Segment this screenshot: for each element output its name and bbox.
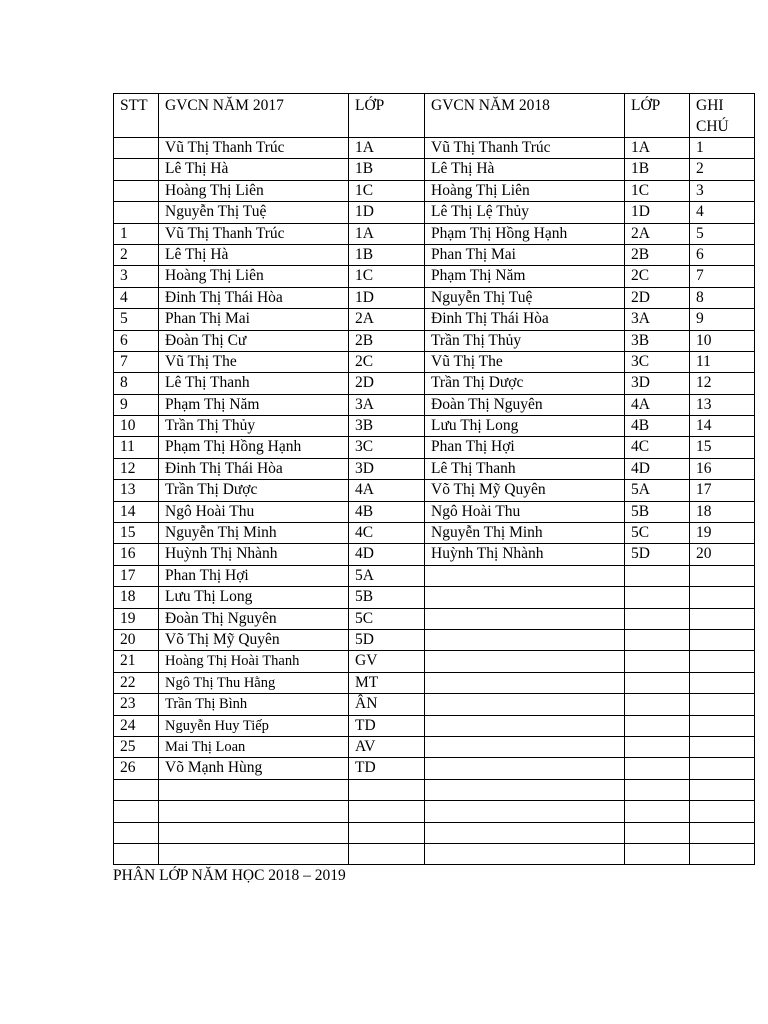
cell-stt: 3: [114, 266, 159, 287]
cell-gvcn-2018: [425, 822, 625, 843]
cell-gvcn-2017: Phạm Thị Năm: [159, 394, 349, 415]
table-row: [114, 223, 755, 244]
cell-lop-2017: 4A: [349, 480, 425, 501]
cell-ghi-chu: [690, 672, 755, 693]
cell-lop-2018: 4D: [625, 458, 690, 479]
cell-ghi-chu: 10: [690, 330, 755, 351]
cell-lop-2018: [625, 608, 690, 629]
cell-gvcn-2017: Lê Thị Hà: [159, 244, 349, 265]
table-row: [114, 416, 755, 437]
cell-lop-2017: ÂN: [349, 694, 425, 715]
table-row: [114, 715, 755, 736]
cell-gvcn-2017: Vũ Thị Thanh Trúc: [159, 138, 349, 159]
cell-lop-2018: 1D: [625, 202, 690, 223]
cell-stt: 10: [114, 416, 159, 437]
cell-stt: [114, 801, 159, 822]
cell-gvcn-2017: Đinh Thị Thái Hòa: [159, 458, 349, 479]
cell-stt: 1: [114, 223, 159, 244]
cell-gvcn-2018: [425, 629, 625, 650]
cell-lop-2018: [625, 715, 690, 736]
cell-gvcn-2017: Phan Thị Mai: [159, 309, 349, 330]
cell-gvcn-2018: Nguyễn Thị Minh: [425, 523, 625, 544]
cell-gvcn-2018: Võ Thị Mỹ Quyên: [425, 480, 625, 501]
cell-gvcn-2018: [425, 694, 625, 715]
cell-ghi-chu: [690, 822, 755, 843]
table-row: [114, 843, 755, 864]
cell-lop-2017: 3D: [349, 458, 425, 479]
cell-gvcn-2017: Ngô Thị Thu Hằng: [159, 672, 349, 693]
cell-lop-2017: 4C: [349, 523, 425, 544]
header-ghi-chu: GHI CHÚ: [690, 94, 755, 138]
cell-lop-2018: [625, 801, 690, 822]
table-row: [114, 202, 755, 223]
cell-ghi-chu: [690, 843, 755, 864]
cell-lop-2017: 1D: [349, 202, 425, 223]
table-row: [114, 694, 755, 715]
cell-lop-2018: [625, 651, 690, 672]
cell-ghi-chu: 17: [690, 480, 755, 501]
cell-stt: [114, 159, 159, 180]
cell-ghi-chu: 3: [690, 180, 755, 201]
cell-gvcn-2018: [425, 587, 625, 608]
cell-gvcn-2017: Trần Thị Dược: [159, 480, 349, 501]
cell-gvcn-2017: [159, 779, 349, 800]
cell-gvcn-2017: Lưu Thị Long: [159, 587, 349, 608]
cell-gvcn-2018: Phan Thị Mai: [425, 244, 625, 265]
cell-stt: 16: [114, 544, 159, 565]
cell-ghi-chu: [690, 736, 755, 757]
cell-stt: [114, 779, 159, 800]
cell-ghi-chu: [690, 758, 755, 779]
cell-gvcn-2017: Phạm Thị Hồng Hạnh: [159, 437, 349, 458]
cell-gvcn-2018: [425, 843, 625, 864]
table-row: [114, 779, 755, 800]
table-row: [114, 736, 755, 757]
cell-ghi-chu: 4: [690, 202, 755, 223]
cell-lop-2018: 2B: [625, 244, 690, 265]
cell-lop-2017: 1B: [349, 159, 425, 180]
cell-lop-2017: 3A: [349, 394, 425, 415]
cell-lop-2017: TD: [349, 758, 425, 779]
document-caption: PHÂN LỚP NĂM HỌC 2018 – 2019: [113, 867, 346, 884]
cell-lop-2018: [625, 822, 690, 843]
cell-stt: 4: [114, 287, 159, 308]
cell-lop-2018: [625, 694, 690, 715]
cell-stt: 21: [114, 651, 159, 672]
cell-gvcn-2017: Trần Thị Bình: [159, 694, 349, 715]
cell-lop-2018: [625, 758, 690, 779]
cell-lop-2017: 1A: [349, 138, 425, 159]
cell-lop-2018: [625, 629, 690, 650]
table-row: [114, 309, 755, 330]
cell-gvcn-2017: Trần Thị Thủy: [159, 416, 349, 437]
cell-gvcn-2017: Nguyễn Huy Tiếp: [159, 715, 349, 736]
cell-ghi-chu: 19: [690, 523, 755, 544]
teacher-class-table: [113, 93, 755, 865]
cell-lop-2018: 1C: [625, 180, 690, 201]
cell-stt: 24: [114, 715, 159, 736]
cell-gvcn-2017: Mai Thị Loan: [159, 736, 349, 757]
cell-ghi-chu: [690, 801, 755, 822]
cell-gvcn-2018: Trần Thị Thủy: [425, 330, 625, 351]
cell-lop-2018: 5D: [625, 544, 690, 565]
cell-stt: 5: [114, 309, 159, 330]
cell-stt: 8: [114, 373, 159, 394]
cell-stt: 12: [114, 458, 159, 479]
cell-gvcn-2018: Phạm Thị Hồng Hạnh: [425, 223, 625, 244]
table-row: [114, 651, 755, 672]
cell-lop-2018: 1B: [625, 159, 690, 180]
table-row: [114, 565, 755, 586]
cell-lop-2017: [349, 779, 425, 800]
table-row: [114, 501, 755, 522]
cell-stt: 11: [114, 437, 159, 458]
cell-lop-2017: 1B: [349, 244, 425, 265]
table-row: [114, 758, 755, 779]
cell-stt: 2: [114, 244, 159, 265]
cell-stt: 15: [114, 523, 159, 544]
header-lop-2017: LỚP: [349, 94, 425, 138]
cell-lop-2018: 5C: [625, 523, 690, 544]
cell-lop-2018: 3D: [625, 373, 690, 394]
cell-lop-2017: 3B: [349, 416, 425, 437]
cell-gvcn-2018: [425, 651, 625, 672]
cell-gvcn-2017: Nguyễn Thị Tuệ: [159, 202, 349, 223]
table-row: [114, 523, 755, 544]
cell-lop-2017: MT: [349, 672, 425, 693]
cell-gvcn-2017: Huỳnh Thị Nhành: [159, 544, 349, 565]
cell-gvcn-2018: [425, 672, 625, 693]
cell-lop-2017: 4D: [349, 544, 425, 565]
cell-gvcn-2018: Lê Thị Hà: [425, 159, 625, 180]
cell-ghi-chu: 7: [690, 266, 755, 287]
table-row: [114, 458, 755, 479]
cell-lop-2017: 5D: [349, 629, 425, 650]
cell-gvcn-2018: Ngô Hoài Thu: [425, 501, 625, 522]
cell-ghi-chu: 15: [690, 437, 755, 458]
cell-lop-2018: 3B: [625, 330, 690, 351]
cell-lop-2018: 4C: [625, 437, 690, 458]
cell-lop-2018: 5A: [625, 480, 690, 501]
cell-ghi-chu: [690, 565, 755, 586]
cell-lop-2017: AV: [349, 736, 425, 757]
cell-lop-2017: 5B: [349, 587, 425, 608]
cell-stt: 17: [114, 565, 159, 586]
cell-stt: 23: [114, 694, 159, 715]
cell-lop-2017: 2C: [349, 351, 425, 372]
cell-lop-2018: 3A: [625, 309, 690, 330]
cell-gvcn-2017: Vũ Thị Thanh Trúc: [159, 223, 349, 244]
table-row: [114, 330, 755, 351]
cell-lop-2017: [349, 843, 425, 864]
cell-lop-2018: 2C: [625, 266, 690, 287]
cell-lop-2017: 1C: [349, 266, 425, 287]
cell-gvcn-2018: Huỳnh Thị Nhành: [425, 544, 625, 565]
cell-gvcn-2018: Nguyễn Thị Tuệ: [425, 287, 625, 308]
cell-ghi-chu: 20: [690, 544, 755, 565]
cell-ghi-chu: 1: [690, 138, 755, 159]
cell-ghi-chu: 18: [690, 501, 755, 522]
cell-stt: 25: [114, 736, 159, 757]
table-row: [114, 287, 755, 308]
cell-gvcn-2017: [159, 822, 349, 843]
cell-stt: [114, 138, 159, 159]
cell-ghi-chu: [690, 715, 755, 736]
cell-gvcn-2018: [425, 779, 625, 800]
table-row: [114, 801, 755, 822]
cell-lop-2017: 1A: [349, 223, 425, 244]
cell-ghi-chu: 6: [690, 244, 755, 265]
cell-lop-2017: [349, 801, 425, 822]
cell-gvcn-2018: [425, 758, 625, 779]
cell-gvcn-2017: Lê Thị Thanh: [159, 373, 349, 394]
cell-gvcn-2018: [425, 715, 625, 736]
cell-gvcn-2017: Võ Thị Mỹ Quyên: [159, 629, 349, 650]
cell-gvcn-2017: Đinh Thị Thái Hòa: [159, 287, 349, 308]
cell-ghi-chu: 12: [690, 373, 755, 394]
header-gvcn-2018: GVCN NĂM 2018: [425, 94, 625, 138]
cell-gvcn-2017: Võ Mạnh Hùng: [159, 758, 349, 779]
cell-lop-2017: TD: [349, 715, 425, 736]
cell-stt: [114, 843, 159, 864]
cell-stt: 9: [114, 394, 159, 415]
cell-lop-2018: 4B: [625, 416, 690, 437]
cell-gvcn-2018: Phạm Thị Năm: [425, 266, 625, 287]
cell-lop-2018: 2A: [625, 223, 690, 244]
cell-lop-2017: 1D: [349, 287, 425, 308]
cell-ghi-chu: 11: [690, 351, 755, 372]
cell-gvcn-2017: Hoàng Thị Hoài Thanh: [159, 651, 349, 672]
cell-gvcn-2017: Hoàng Thị Liên: [159, 180, 349, 201]
cell-lop-2018: [625, 736, 690, 757]
cell-ghi-chu: 5: [690, 223, 755, 244]
table-row: [114, 822, 755, 843]
cell-stt: 19: [114, 608, 159, 629]
table-row: [114, 244, 755, 265]
cell-lop-2017: 1C: [349, 180, 425, 201]
table-row: [114, 587, 755, 608]
cell-lop-2018: [625, 779, 690, 800]
cell-gvcn-2018: Vũ Thị Thanh Trúc: [425, 138, 625, 159]
cell-gvcn-2018: [425, 736, 625, 757]
cell-gvcn-2018: Lê Thị Thanh: [425, 458, 625, 479]
cell-gvcn-2018: Lưu Thị Long: [425, 416, 625, 437]
table-row: [114, 629, 755, 650]
table-row: [114, 608, 755, 629]
cell-ghi-chu: [690, 608, 755, 629]
cell-gvcn-2018: Hoàng Thị Liên: [425, 180, 625, 201]
cell-ghi-chu: 14: [690, 416, 755, 437]
cell-lop-2018: 3C: [625, 351, 690, 372]
cell-lop-2017: [349, 822, 425, 843]
cell-stt: 13: [114, 480, 159, 501]
cell-stt: [114, 180, 159, 201]
cell-ghi-chu: 13: [690, 394, 755, 415]
cell-stt: 26: [114, 758, 159, 779]
cell-gvcn-2017: [159, 843, 349, 864]
cell-ghi-chu: 2: [690, 159, 755, 180]
cell-stt: 14: [114, 501, 159, 522]
cell-gvcn-2017: Đoàn Thị Nguyên: [159, 608, 349, 629]
cell-gvcn-2018: Đinh Thị Thái Hòa: [425, 309, 625, 330]
cell-lop-2018: 4A: [625, 394, 690, 415]
cell-gvcn-2017: [159, 801, 349, 822]
cell-lop-2017: GV: [349, 651, 425, 672]
cell-ghi-chu: 8: [690, 287, 755, 308]
cell-lop-2017: 3C: [349, 437, 425, 458]
cell-lop-2018: 5B: [625, 501, 690, 522]
table-row: [114, 480, 755, 501]
cell-gvcn-2017: Ngô Hoài Thu: [159, 501, 349, 522]
table-row: [114, 159, 755, 180]
cell-stt: [114, 822, 159, 843]
cell-lop-2018: 2D: [625, 287, 690, 308]
table-row: [114, 544, 755, 565]
cell-gvcn-2018: Đoàn Thị Nguyên: [425, 394, 625, 415]
cell-stt: 22: [114, 672, 159, 693]
cell-gvcn-2017: Vũ Thị The: [159, 351, 349, 372]
cell-lop-2018: [625, 672, 690, 693]
cell-gvcn-2018: [425, 565, 625, 586]
class-assignment-sheet: [113, 93, 754, 865]
cell-lop-2017: 5C: [349, 608, 425, 629]
cell-ghi-chu: [690, 694, 755, 715]
header-lop-2018: LỚP: [625, 94, 690, 138]
cell-gvcn-2018: Trần Thị Dược: [425, 373, 625, 394]
cell-lop-2017: 2D: [349, 373, 425, 394]
cell-gvcn-2018: [425, 608, 625, 629]
table-row: [114, 351, 755, 372]
cell-lop-2017: 4B: [349, 501, 425, 522]
cell-stt: 6: [114, 330, 159, 351]
table-header-row: [114, 94, 755, 138]
cell-lop-2018: [625, 843, 690, 864]
cell-lop-2017: 5A: [349, 565, 425, 586]
cell-ghi-chu: [690, 779, 755, 800]
cell-ghi-chu: 16: [690, 458, 755, 479]
cell-ghi-chu: [690, 629, 755, 650]
cell-lop-2017: 2B: [349, 330, 425, 351]
cell-ghi-chu: [690, 587, 755, 608]
header-gvcn-2017: GVCN NĂM 2017: [159, 94, 349, 138]
table-row: [114, 138, 755, 159]
cell-gvcn-2017: Nguyễn Thị Minh: [159, 523, 349, 544]
table-row: [114, 180, 755, 201]
cell-gvcn-2017: Đoàn Thị Cư: [159, 330, 349, 351]
table-row: [114, 266, 755, 287]
cell-gvcn-2017: Hoàng Thị Liên: [159, 266, 349, 287]
cell-lop-2018: [625, 587, 690, 608]
table-row: [114, 672, 755, 693]
cell-stt: [114, 202, 159, 223]
cell-lop-2018: 1A: [625, 138, 690, 159]
cell-gvcn-2018: [425, 801, 625, 822]
cell-lop-2018: [625, 565, 690, 586]
cell-stt: 18: [114, 587, 159, 608]
table-row: [114, 394, 755, 415]
header-stt: STT: [114, 94, 159, 138]
cell-ghi-chu: [690, 651, 755, 672]
cell-gvcn-2018: Phan Thị Hợi: [425, 437, 625, 458]
cell-gvcn-2017: Phan Thị Hợi: [159, 565, 349, 586]
cell-stt: 7: [114, 351, 159, 372]
table-row: [114, 373, 755, 394]
cell-gvcn-2018: Vũ Thị The: [425, 351, 625, 372]
cell-ghi-chu: 9: [690, 309, 755, 330]
table-row: [114, 437, 755, 458]
cell-stt: 20: [114, 629, 159, 650]
table-body: [114, 138, 755, 865]
cell-lop-2017: 2A: [349, 309, 425, 330]
cell-gvcn-2017: Lê Thị Hà: [159, 159, 349, 180]
cell-gvcn-2018: Lê Thị Lệ Thủy: [425, 202, 625, 223]
